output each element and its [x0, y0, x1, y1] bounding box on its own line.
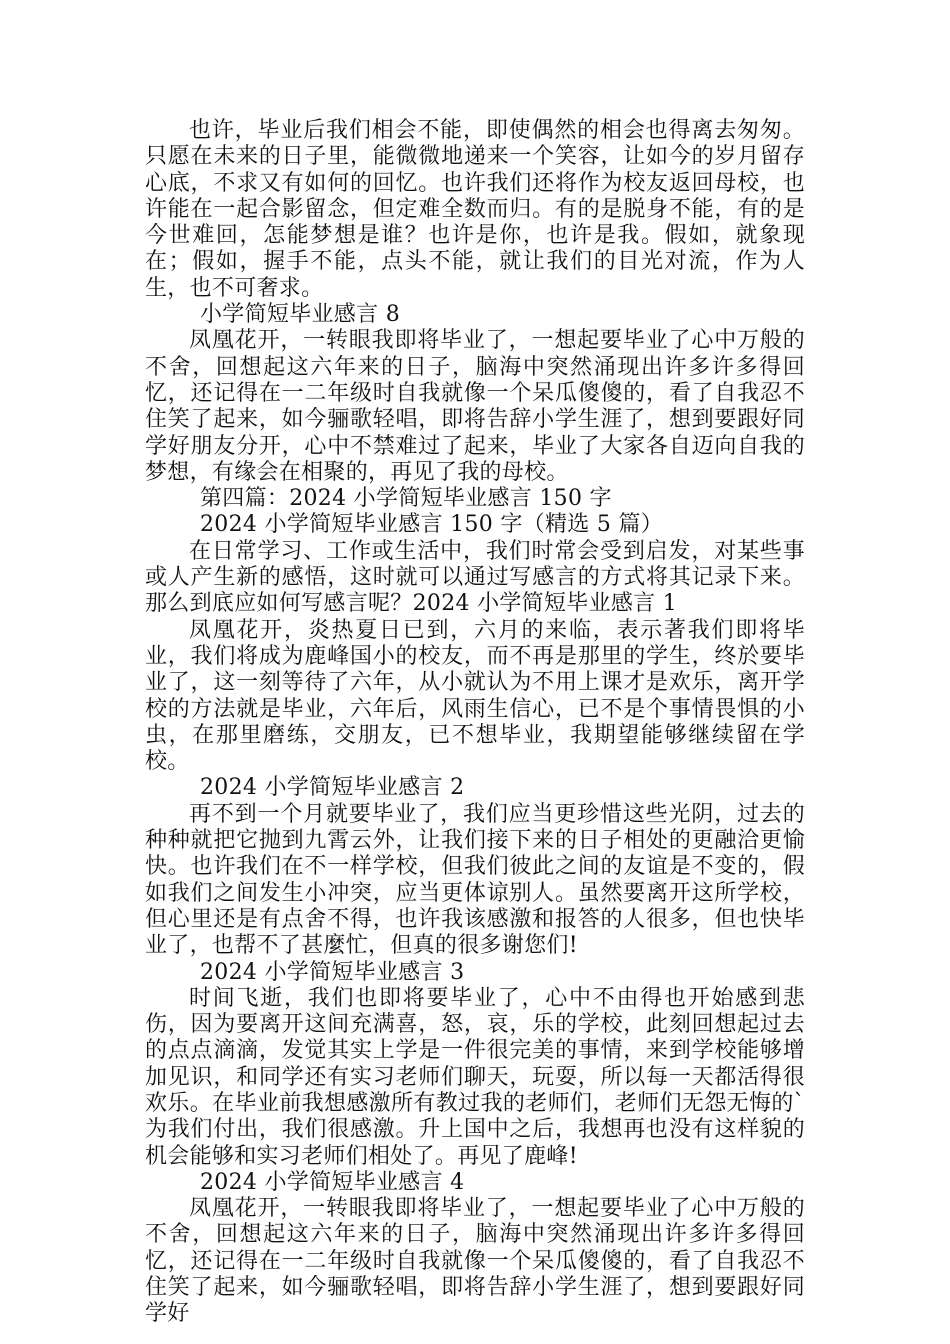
- section-heading: 小学简短毕业感言 8: [200, 302, 400, 328]
- chapter-heading: 第四篇：2024 小学简短毕业感言 150 字: [200, 486, 612, 512]
- paragraph: 凤凰花开，炎热夏日已到，六月的来临，表示著我们即将毕业，我们将成为鹿峰国小的校友，而不再是那里的学生，终於要毕业了，这一刻等待了六年，从小就认为不用上课才是欢乐，离开学校的方法就是毕业，六年后，风雨生信心，已不是个事情畏惧的小虫，在那里磨练，交朋友，已不想毕业，我期望能够继续留在学校。: [145, 617, 805, 775]
- section-heading: 2024 小学简短毕业感言 4: [200, 1169, 465, 1195]
- paragraph: 时间飞逝，我们也即将要毕业了，心中不由得也开始感到悲伤，因为要离开这间充满喜，怒，哀，乐的学校，此刻回想起过去的点点滴滴，发觉其实上学是一件很完美的事情，来到学校能够增加见识，和同学还有实习老师们聊天，玩耍，所以每一天都活得很欢乐。在毕业前我想感激所有教过我的老师们，老师们无怨无悔的`为我们付出，我们很感激。升上国中之后，我想再也没有这样貌的机会能够和实习老师们相处了。再见了鹿峰!: [145, 985, 805, 1169]
- paragraph: 在日常学习、工作或生活中，我们时常会受到启发，对某些事或人产生新的感悟，这时就可以通过写感言的方式将其记录下来。那么到底应如何写感言呢？2024 小学简短毕业感言 1: [145, 538, 805, 617]
- paragraph: 凤凰花开，一转眼我即将毕业了，一想起要毕业了心中万般的不舍，回想起这六年来的日子，脑海中突然涌现出许多许多得回忆，还记得在一二年级时自我就像一个呆瓜傻傻的，看了自我忍不住笑了起来，如今骊歌轻唱，即将告辞小学生涯了，想到要跟好同学好: [145, 1196, 805, 1327]
- section-heading: 2024 小学简短毕业感言 2: [200, 775, 465, 801]
- paragraph: 也许，毕业后我们相会不能，即使偶然的相会也得离去匆匆。只愿在未来的日子里，能微微地递来一个笑容，让如今的岁月留存心底，不求又有如何的回忆。也许我们还将作为校友返回母校，也许能在一起合影留念，但定难全数而归。有的是脱身不能，有的是今世难回，怎能梦想是谁？也许是你，也许是我。假如，就象现在；假如，握手不能，点头不能，就让我们的目光对流，作为人生，也不可奢求。: [145, 118, 805, 301]
- paragraph: 凤凰花开，一转眼我即将毕业了，一想起要毕业了心中万般的不舍，回想起这六年来的日子，脑海中突然涌现出许多许多得回忆，还记得在一二年级时自我就像一个呆瓜傻傻的，看了自我忍不住笑了起来，如今骊歌轻唱，即将告辞小学生涯了，想到要跟好同学好朋友分开，心中不禁难过了起来，毕业了大家各自迈向自我的梦想，有缘会在相聚的，再见了我的母校。: [145, 328, 805, 485]
- paragraph: 再不到一个月就要毕业了，我们应当更珍惜这些光阴，过去的种种就把它抛到九霄云外，让我们接下来的日子相处的更融洽更愉快。也许我们在不一样学校，但我们彼此之间的友谊是不变的，假如我们之间发生小冲突，应当更体谅别人。虽然要离开这所学校，但心里还是有点舍不得，也许我该感激和报答的人很多，但也快毕业了，也帮不了甚麼忙，但真的很多谢您们!: [145, 801, 805, 959]
- document-body: [145, 118, 805, 1328]
- section-heading: 2024 小学简短毕业感言 3: [200, 959, 465, 985]
- section-heading: 2024 小学简短毕业感言 150 字（精选 5 篇）: [200, 512, 664, 538]
